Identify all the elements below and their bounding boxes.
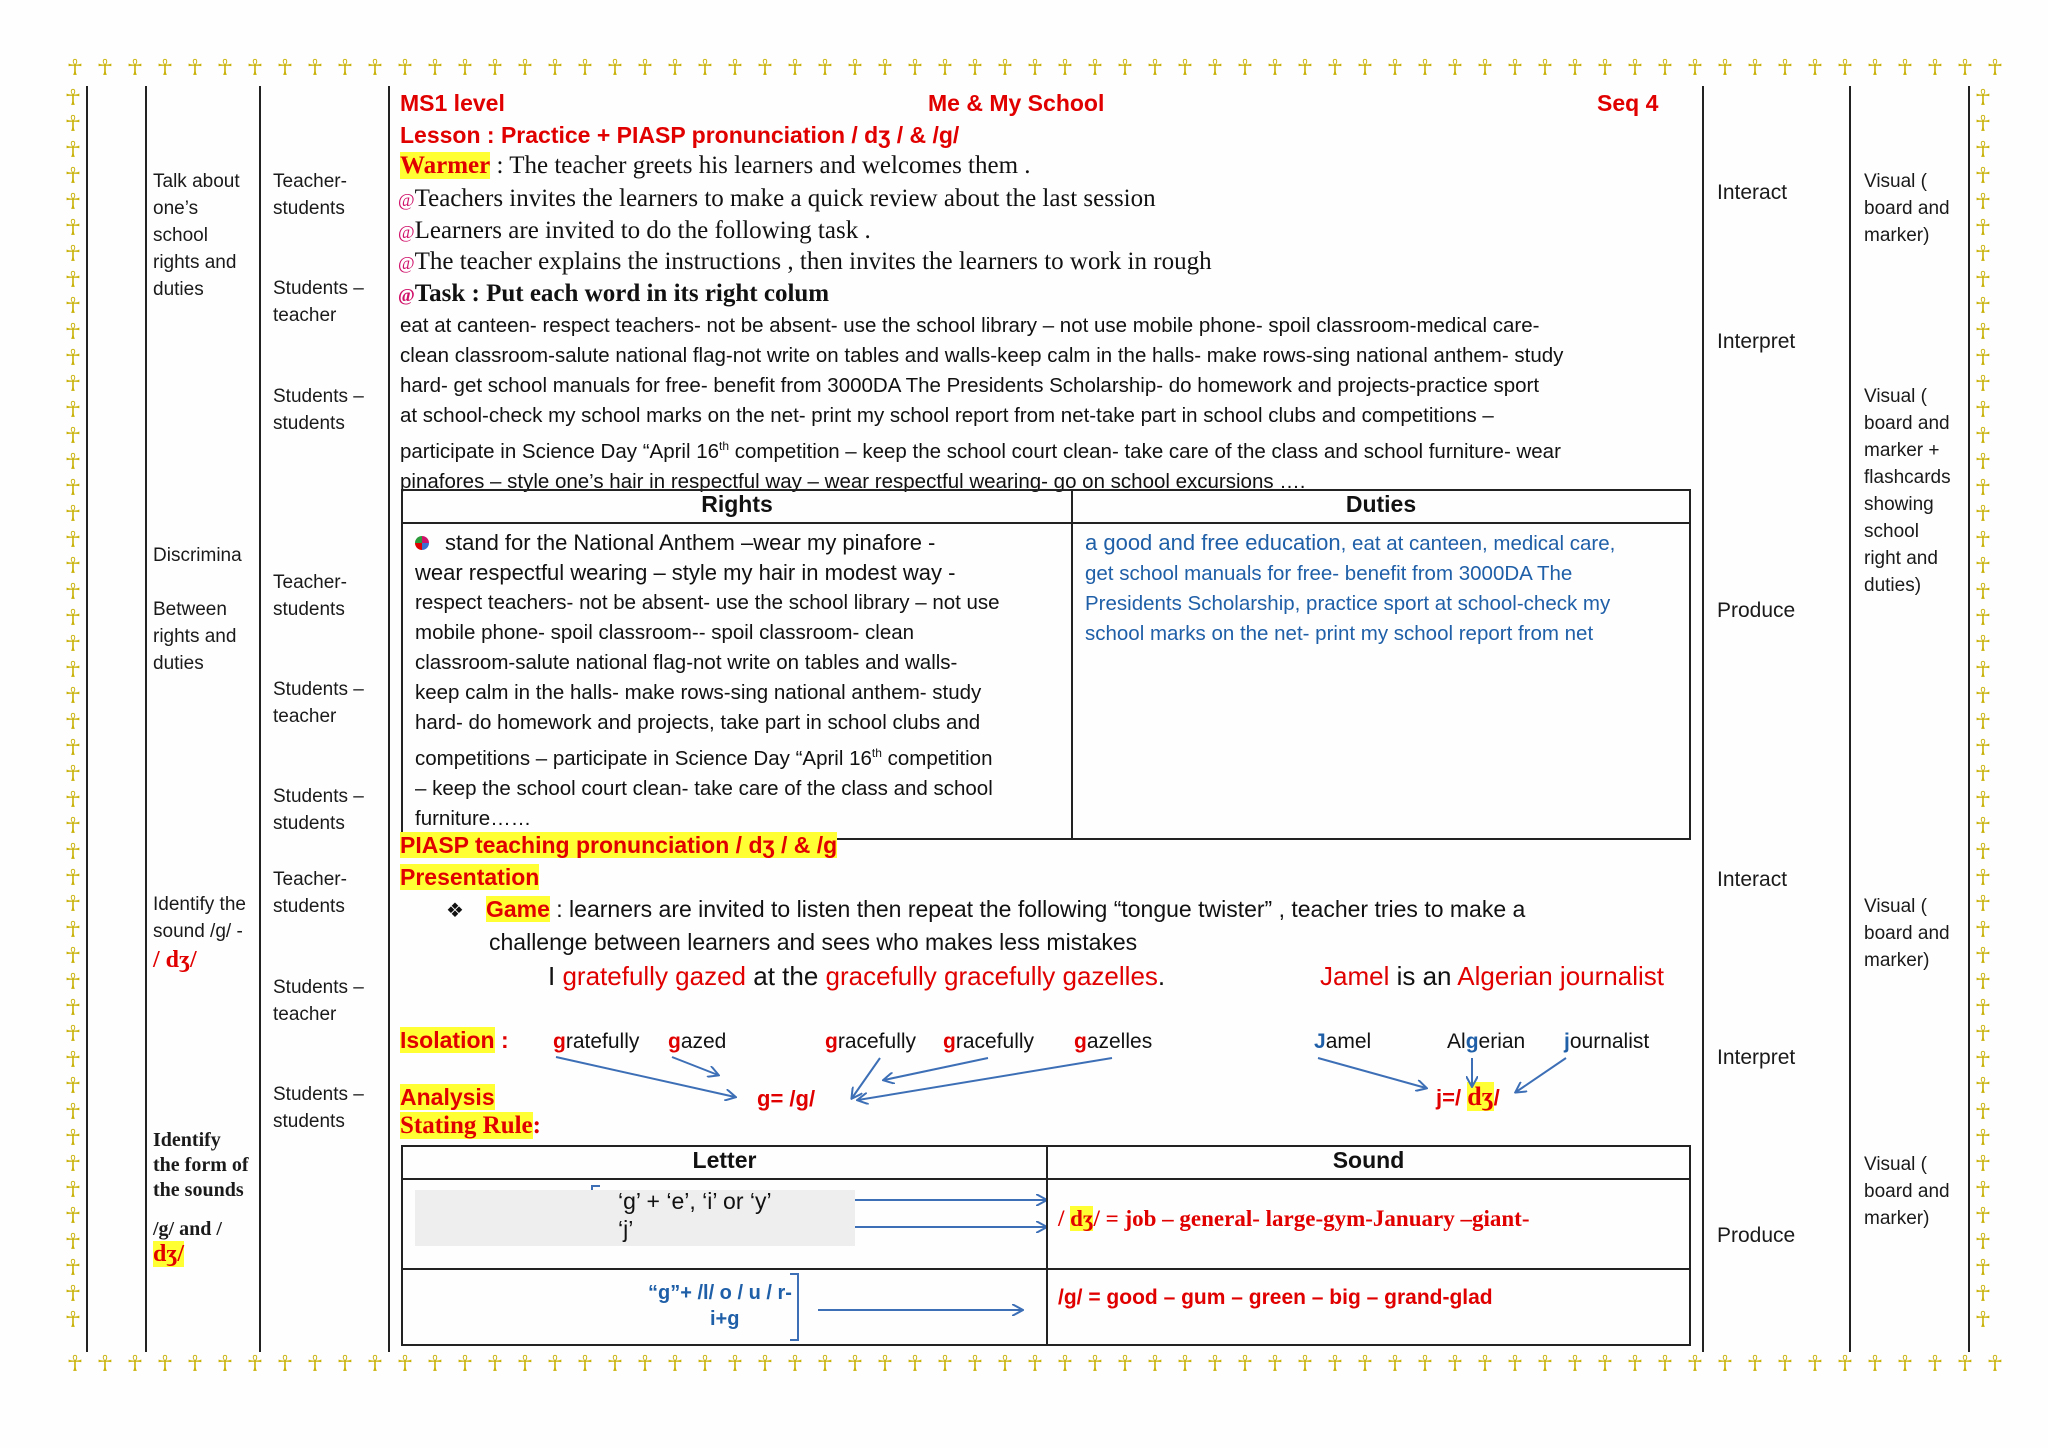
stick-figure-border-icon: ☥: [1836, 1352, 1854, 1377]
stick-figure-border-icon: ☥: [546, 56, 564, 81]
stick-figure-border-icon: ☥: [1974, 996, 1992, 1021]
stick-figure-border-icon: ☥: [1974, 1256, 1992, 1281]
stick-figure-border-icon: ☥: [1476, 56, 1494, 81]
stick-figure-border-icon: ☥: [1656, 56, 1674, 81]
stick-figure-border-icon: ☥: [426, 56, 444, 81]
stick-figure-border-icon: ☥: [1896, 56, 1914, 81]
stick-figure-border-icon: ☥: [456, 56, 474, 81]
stick-figure-border-icon: ☥: [1086, 56, 1104, 81]
materials-2: Visual ( board and marker + flashcards showing school right and duties): [1864, 386, 1951, 596]
stick-figure-border-icon: ☥: [1416, 56, 1434, 81]
stick-figure-border-icon: ☥: [1974, 1178, 1992, 1203]
stick-figure-border-icon: ☥: [64, 1256, 82, 1281]
stick-figure-border-icon: ☥: [1896, 1352, 1914, 1377]
stick-figure-border-icon: ☥: [64, 1178, 82, 1203]
stick-figure-border-icon: ☥: [1956, 56, 1974, 81]
stick-figure-border-icon: ☥: [606, 1352, 624, 1377]
stick-figure-border-icon: ☥: [64, 788, 82, 813]
stick-figure-border-icon: ☥: [1974, 1204, 1992, 1229]
diamond-bullet-icon: ❖: [446, 900, 464, 922]
warmer-line: Warmer : The teacher greets his learners and welcomes them .: [400, 152, 1031, 179]
task-heading: @Task : Put each word in its right colum: [398, 280, 830, 307]
stick-figure-border-icon: ☥: [1956, 1352, 1974, 1377]
duties-header: Duties: [1072, 490, 1690, 523]
stick-figure-border-icon: ☥: [64, 268, 82, 293]
stick-figure-border-icon: ☥: [1506, 56, 1524, 81]
stick-figure-border-icon: ☥: [486, 56, 504, 81]
isolation-label: Isolation :: [400, 1027, 509, 1053]
stick-figure-border-icon: ☥: [366, 56, 384, 81]
stick-figure-border-icon: ☥: [1716, 56, 1734, 81]
stick-figure-border-icon: ☥: [1206, 56, 1224, 81]
stick-figure-border-icon: ☥: [66, 56, 84, 81]
stick-figure-border-icon: ☥: [1974, 138, 1992, 163]
stick-figure-border-icon: ☥: [126, 56, 144, 81]
stick-figure-border-icon: ☥: [64, 814, 82, 839]
stick-figure-border-icon: ☥: [1836, 56, 1854, 81]
stick-figure-border-icon: ☥: [1566, 1352, 1584, 1377]
interaction-pattern: Teacher- students: [273, 572, 347, 620]
stick-figure-border-icon: ☥: [64, 1204, 82, 1229]
stick-figure-border-icon: ☥: [1176, 56, 1194, 81]
sound-row-2: /g/ = good – gum – green – big – grand-glad: [1047, 1269, 1690, 1345]
stick-figure-border-icon: ☥: [64, 294, 82, 319]
stick-figure-border-icon: ☥: [1326, 1352, 1344, 1377]
stick-figure-border-icon: ☥: [64, 554, 82, 579]
stick-figure-border-icon: ☥: [1974, 450, 1992, 475]
unit-title: Me & My School: [928, 90, 1105, 116]
letter-sound-table: [401, 1145, 1691, 1346]
stick-figure-border-icon: ☥: [216, 1352, 234, 1377]
stick-figure-border-icon: ☥: [64, 164, 82, 189]
stick-figure-border-icon: ☥: [786, 56, 804, 81]
stick-figure-border-icon: ☥: [64, 606, 82, 631]
analysis-label: Analysis: [400, 1084, 495, 1110]
stick-figure-border-icon: ☥: [1086, 1352, 1104, 1377]
stick-figure-border-icon: ☥: [64, 1074, 82, 1099]
lesson-title: Lesson : Practice + PIASP pronunciation / dʒ / & /g/: [400, 122, 960, 148]
stick-figure-border-icon: ☥: [64, 528, 82, 553]
stick-figure-border-icon: ☥: [1626, 56, 1644, 81]
tongue-twister-2: Jamel is an Algerian journalist: [1320, 961, 1664, 991]
stick-figure-border-icon: ☥: [64, 996, 82, 1021]
stick-figure-border-icon: ☥: [1974, 346, 1992, 371]
stick-figure-border-icon: ☥: [64, 710, 82, 735]
letter-header: Letter: [402, 1146, 1047, 1179]
stick-figure-border-icon: ☥: [246, 1352, 264, 1377]
stick-figure-border-icon: ☥: [1974, 528, 1992, 553]
stick-figure-border-icon: ☥: [1176, 1352, 1194, 1377]
stick-figure-border-icon: ☥: [64, 1126, 82, 1151]
stick-figure-border-icon: ☥: [846, 1352, 864, 1377]
stick-figure-border-icon: ☥: [636, 56, 654, 81]
stage-label: Interpret: [1717, 330, 1796, 353]
stick-figure-border-icon: ☥: [156, 1352, 174, 1377]
objective-3: Identify the sound /g/ - / dʒ/: [153, 894, 246, 973]
stick-figure-border-icon: ☥: [1116, 56, 1134, 81]
iso-word-gazelles: gazelles: [1074, 1030, 1153, 1053]
sound-row-1: / dʒ/ = job – general- large-gym-January –giant-: [1047, 1179, 1690, 1269]
stick-figure-border-icon: ☥: [336, 1352, 354, 1377]
iso-word-jamel: Jamel: [1314, 1030, 1372, 1053]
stage-label: Produce: [1717, 1224, 1796, 1247]
duties-cell: a good and free education, eat at canteen, medical care, get school manuals for free- benefit from 3000DA The Presidents Scholarship, practice sport at school-check my school marks on the net- print my school report from net: [1072, 523, 1690, 839]
interaction-pattern: Students – teacher: [273, 977, 364, 1025]
stick-figure-border-icon: ☥: [1974, 554, 1992, 579]
stick-figure-border-icon: ☥: [1116, 1352, 1134, 1377]
stick-figure-border-icon: ☥: [1806, 1352, 1824, 1377]
stick-figure-border-icon: ☥: [64, 1152, 82, 1177]
letter-row-2: “g”+ /l/ o / u / r- i+g: [402, 1269, 1047, 1345]
j-rule: j=/ dʒ/: [1436, 1082, 1500, 1111]
stick-figure-border-icon: ☥: [1476, 1352, 1494, 1377]
iso-word-gracefully: gracefully: [825, 1030, 917, 1053]
stick-figure-border-icon: ☥: [96, 56, 114, 81]
stick-figure-border-icon: ☥: [1986, 56, 2004, 81]
stick-figure-border-icon: ☥: [1656, 1352, 1674, 1377]
stick-figure-border-icon: ☥: [216, 56, 234, 81]
stick-figure-border-icon: ☥: [996, 56, 1014, 81]
stick-figure-border-icon: ☥: [1206, 1352, 1224, 1377]
stick-figure-border-icon: ☥: [1926, 1352, 1944, 1377]
stick-figure-border-icon: ☥: [1974, 866, 1992, 891]
stick-figure-border-icon: ☥: [576, 1352, 594, 1377]
stick-figure-border-icon: ☥: [64, 632, 82, 657]
stick-figure-border-icon: ☥: [516, 56, 534, 81]
stick-figure-border-icon: ☥: [1974, 112, 1992, 137]
stick-figure-border-icon: ☥: [936, 1352, 954, 1377]
warmer-step-2: @Learners are invited to do the following task .: [398, 217, 871, 244]
stick-figure-border-icon: ☥: [1806, 56, 1824, 81]
stick-figure-border-icon: ☥: [1776, 1352, 1794, 1377]
stick-figure-border-icon: ☥: [64, 138, 82, 163]
stick-figure-border-icon: ☥: [336, 56, 354, 81]
stick-figure-border-icon: ☥: [816, 1352, 834, 1377]
warmer-step-1: @Teachers invites the learners to make a quick review about the last session: [398, 185, 1156, 212]
iso-word-journalist: journalist: [1564, 1030, 1650, 1053]
stick-figure-border-icon: ☥: [64, 762, 82, 787]
stick-figure-border-icon: ☥: [96, 1352, 114, 1377]
stick-figure-border-icon: ☥: [1974, 164, 1992, 189]
stick-figure-border-icon: ☥: [456, 1352, 474, 1377]
stick-figure-border-icon: ☥: [1974, 1074, 1992, 1099]
stick-figure-border-icon: ☥: [1974, 606, 1992, 631]
game-instruction-2: challenge between learners and sees who makes less mistakes: [489, 929, 1138, 955]
stick-figure-border-icon: ☥: [1974, 788, 1992, 813]
stick-figure-border-icon: ☥: [1974, 294, 1992, 319]
stick-figure-border-icon: ☥: [64, 970, 82, 995]
stick-figure-border-icon: ☥: [1386, 56, 1404, 81]
stick-figure-border-icon: ☥: [1326, 56, 1344, 81]
stick-figure-border-icon: ☥: [966, 1352, 984, 1377]
stick-figure-border-icon: ☥: [1974, 216, 1992, 241]
stick-figure-border-icon: ☥: [906, 1352, 924, 1377]
stick-figure-border-icon: ☥: [1356, 56, 1374, 81]
stick-figure-border-icon: ☥: [1974, 918, 1992, 943]
stick-figure-border-icon: ☥: [516, 1352, 534, 1377]
at-sign-bullet-icon: @: [398, 190, 415, 210]
stick-figure-border-icon: ☥: [1236, 56, 1254, 81]
stick-figure-border-icon: ☥: [64, 1230, 82, 1255]
stick-figure-border-icon: ☥: [1686, 56, 1704, 81]
stick-figure-border-icon: ☥: [1296, 56, 1314, 81]
stick-figure-border-icon: ☥: [1974, 190, 1992, 215]
at-sign-bullet-icon: @: [398, 222, 415, 242]
stick-figure-border-icon: ☥: [1146, 56, 1164, 81]
stage-label: Produce: [1717, 599, 1796, 622]
stick-figure-border-icon: ☥: [306, 1352, 324, 1377]
stick-figure-border-icon: ☥: [1356, 1352, 1374, 1377]
interaction-pattern: Students – teacher: [273, 278, 364, 326]
presentation-label: Presentation: [400, 864, 540, 890]
stick-figure-border-icon: ☥: [1626, 1352, 1644, 1377]
stick-figure-border-icon: ☥: [786, 1352, 804, 1377]
stick-figure-border-icon: ☥: [1974, 1308, 1992, 1333]
stick-figure-border-icon: ☥: [636, 1352, 654, 1377]
stick-figure-border-icon: ☥: [1974, 1100, 1992, 1125]
stick-figure-border-icon: ☥: [276, 1352, 294, 1377]
piasp-title: PIASP teaching pronunciation / dʒ / & /g: [400, 832, 838, 858]
stick-figure-border-icon: ☥: [1974, 268, 1992, 293]
stick-figure-border-icon: ☥: [1974, 684, 1992, 709]
objective-1: Talk about one’s school rights and duties: [153, 171, 240, 300]
stick-figure-border-icon: ☥: [64, 398, 82, 423]
stick-figure-border-icon: ☥: [1986, 1352, 2004, 1377]
iso-word-gazed: gazed: [668, 1030, 727, 1053]
stick-figure-border-icon: ☥: [846, 56, 864, 81]
stick-figure-border-icon: ☥: [1974, 580, 1992, 605]
game-instruction: ❖ Game : learners are invited to listen then repeat the following “tongue twister” , teacher tries to make a: [446, 896, 1526, 922]
stick-figure-border-icon: ☥: [64, 580, 82, 605]
stick-figure-border-icon: ☥: [64, 190, 82, 215]
stick-figure-border-icon: ☥: [64, 476, 82, 501]
stick-figure-border-icon: ☥: [1686, 1352, 1704, 1377]
stage-label: Interact: [1717, 181, 1788, 204]
interaction-pattern: Students – teacher: [273, 679, 364, 727]
interaction-pattern: Teacher- students: [273, 171, 347, 219]
stick-figure-border-icon: ☥: [1566, 56, 1584, 81]
interaction-pattern: Students – students: [273, 386, 364, 434]
stick-figure-border-icon: ☥: [64, 1308, 82, 1333]
stick-figure-border-icon: ☥: [276, 56, 294, 81]
stick-figure-border-icon: ☥: [876, 56, 894, 81]
at-sign-bullet-icon: @: [398, 253, 415, 273]
stick-figure-border-icon: ☥: [1866, 1352, 1884, 1377]
stick-figure-border-icon: ☥: [1296, 1352, 1314, 1377]
stick-figure-border-icon: ☥: [64, 840, 82, 865]
stick-figure-border-icon: ☥: [426, 1352, 444, 1377]
stick-figure-border-icon: ☥: [1386, 1352, 1404, 1377]
stick-figure-border-icon: ☥: [876, 1352, 894, 1377]
stick-figure-border-icon: ☥: [1974, 1022, 1992, 1047]
interaction-pattern: Teacher- students: [273, 869, 347, 917]
stick-figure-border-icon: ☥: [996, 1352, 1014, 1377]
stick-figure-border-icon: ☥: [1974, 1152, 1992, 1177]
stick-figure-border-icon: ☥: [306, 56, 324, 81]
stick-figure-border-icon: ☥: [1974, 762, 1992, 787]
stick-figure-border-icon: ☥: [1926, 56, 1944, 81]
stick-figure-border-icon: ☥: [1056, 1352, 1074, 1377]
stick-figure-border-icon: ☥: [1974, 424, 1992, 449]
stick-figure-border-icon: ☥: [64, 346, 82, 371]
stick-figure-border-icon: ☥: [1236, 1352, 1254, 1377]
stick-figure-border-icon: ☥: [906, 56, 924, 81]
stick-figure-border-icon: ☥: [1974, 242, 1992, 267]
objective-2: Discrimina Between rights and duties: [153, 545, 242, 674]
stick-figure-border-icon: ☥: [1746, 56, 1764, 81]
rights-header: Rights: [402, 490, 1072, 523]
stick-figure-border-icon: ☥: [1536, 1352, 1554, 1377]
stick-figure-border-icon: ☥: [1446, 1352, 1464, 1377]
stick-figure-border-icon: ☥: [1974, 1282, 1992, 1307]
stick-figure-border-icon: ☥: [64, 372, 82, 397]
stick-figure-border-icon: ☥: [64, 1282, 82, 1307]
stick-figure-border-icon: ☥: [936, 56, 954, 81]
stick-figure-border-icon: ☥: [1596, 56, 1614, 81]
stick-figure-border-icon: ☥: [366, 1352, 384, 1377]
stick-figure-border-icon: ☥: [1974, 892, 1992, 917]
stick-figure-border-icon: ☥: [64, 112, 82, 137]
warmer-step-3: @The teacher explains the instructions , then invites the learners to work in rough: [398, 248, 1212, 275]
objective-4: Identify the form of the sounds /g/ and / dʒ/: [153, 1129, 249, 1267]
stick-figure-border-icon: ☥: [1974, 970, 1992, 995]
stick-figure-border-icon: ☥: [64, 242, 82, 267]
stick-figure-border-icon: ☥: [1974, 814, 1992, 839]
stick-figure-border-icon: ☥: [1974, 1230, 1992, 1255]
stick-figure-border-icon: ☥: [666, 56, 684, 81]
stick-figure-border-icon: ☥: [1974, 840, 1992, 865]
stick-figure-border-icon: ☥: [1974, 502, 1992, 527]
sound-header: Sound: [1047, 1146, 1690, 1179]
stick-figure-border-icon: ☥: [1266, 1352, 1284, 1377]
stick-figure-border-icon: ☥: [396, 1352, 414, 1377]
stick-figure-border-icon: ☥: [1974, 86, 1992, 111]
stick-figure-border-icon: ☥: [64, 424, 82, 449]
materials-3: Visual ( board and marker): [1864, 896, 1950, 971]
stick-figure-border-icon: ☥: [64, 86, 82, 111]
stick-figure-border-icon: ☥: [696, 56, 714, 81]
stick-figure-border-icon: ☥: [396, 56, 414, 81]
stick-figure-border-icon: ☥: [64, 216, 82, 241]
materials-1: Visual ( board and marker): [1864, 171, 1950, 246]
stick-figure-border-icon: ☥: [726, 1352, 744, 1377]
stick-figure-border-icon: ☥: [1746, 1352, 1764, 1377]
stick-figure-border-icon: ☥: [246, 56, 264, 81]
stick-figure-border-icon: ☥: [186, 56, 204, 81]
stick-figure-border-icon: ☥: [1056, 56, 1074, 81]
stick-figure-border-icon: ☥: [1974, 476, 1992, 501]
stick-figure-border-icon: ☥: [666, 1352, 684, 1377]
stick-figure-border-icon: ☥: [64, 1100, 82, 1125]
rights-cell: stand for the National Anthem –wear my pinafore - wear respectful wearing – style my hair in modest way - respect teachers- not be absent- use the school library – not use mobile phone- spoil classroom-- spoil classroom- clean classroom-salute national flag-not write on tables and walls- keep calm in the halls- make rows-sing national anthem- study hard- do homework and projects, take part in school clubs and competitions – participate in Science Day “April 16th competition – keep the school court clean- take care of the class and school furniture……: [402, 523, 1072, 839]
stick-figure-border-icon: ☥: [1776, 56, 1794, 81]
stick-figure-border-icon: ☥: [1974, 736, 1992, 761]
iso-word-gracefully-2: gracefully: [943, 1030, 1035, 1053]
stick-figure-border-icon: ☥: [156, 56, 174, 81]
stick-figure-border-icon: ☥: [64, 658, 82, 683]
stick-figure-border-icon: ☥: [64, 684, 82, 709]
iso-word-algerian: Algerian: [1447, 1030, 1526, 1053]
stick-figure-border-icon: ☥: [1026, 56, 1044, 81]
stick-figure-border-icon: ☥: [64, 918, 82, 943]
stick-figure-border-icon: ☥: [816, 56, 834, 81]
stick-figure-border-icon: ☥: [576, 56, 594, 81]
stick-figure-border-icon: ☥: [1416, 1352, 1434, 1377]
stick-figure-border-icon: ☥: [756, 1352, 774, 1377]
stick-figure-border-icon: ☥: [64, 892, 82, 917]
interaction-pattern: Students – students: [273, 1084, 364, 1132]
stick-figure-border-icon: ☥: [1974, 1048, 1992, 1073]
stick-figure-border-icon: ☥: [1974, 658, 1992, 683]
stick-figure-border-icon: ☥: [546, 1352, 564, 1377]
stick-figure-border-icon: ☥: [186, 1352, 204, 1377]
stick-figure-border-icon: ☥: [1536, 56, 1554, 81]
stick-figure-border-icon: ☥: [64, 736, 82, 761]
at-sign-bullet-icon: @: [398, 285, 415, 305]
stick-figure-border-icon: ☥: [64, 866, 82, 891]
g-rule: g= /g/: [757, 1086, 816, 1111]
letter-row-1: ‘g’ + ‘e’, ‘i’ or ‘y’ ‘j’: [402, 1179, 1047, 1269]
stick-figure-border-icon: ☥: [1974, 372, 1992, 397]
stick-figure-border-icon: ☥: [1974, 710, 1992, 735]
stick-figure-border-icon: ☥: [1866, 56, 1884, 81]
stick-figure-border-icon: ☥: [966, 56, 984, 81]
stick-figure-border-icon: ☥: [64, 502, 82, 527]
stick-figure-border-icon: ☥: [756, 56, 774, 81]
task-word-list: eat at canteen- respect teachers- not be absent- use the school library – not use mobile phone- spoil classroom-medical care- clean classroom-salute national flag-not write on tables and walls-keep calm in the halls- make rows-sing national anthem- study hard- get school manuals for free- benefit from 3000DA The Presidents Scholarship- do homework and projects-practice sport at school-check my school marks on the net- print my school report from net-take part in school clubs and competitions – participate in Science Day “April 16th competition – keep the school court clean- take care of the class and school furniture- wear pinafores – style one’s hair in respectful way – wear respectful wearing- go on school excursions ….: [400, 314, 1564, 493]
stating-rule-label: Stating Rule:: [400, 1112, 541, 1139]
tongue-twister-1: I gratefully gazed at the gracefully gracefully gazelles.: [548, 961, 1166, 991]
iso-word-gratefully: gratefully: [553, 1030, 640, 1053]
stick-figure-border-icon: ☥: [1146, 1352, 1164, 1377]
stick-figure-border-icon: ☥: [1266, 56, 1284, 81]
level-label: MS1 level: [400, 90, 505, 116]
stick-figure-border-icon: ☥: [1446, 56, 1464, 81]
stick-figure-border-icon: ☥: [1974, 944, 1992, 969]
stick-figure-border-icon: ☥: [1974, 1126, 1992, 1151]
stick-figure-border-icon: ☥: [1596, 1352, 1614, 1377]
stick-figure-border-icon: ☥: [126, 1352, 144, 1377]
stick-figure-border-icon: ☥: [726, 56, 744, 81]
stick-figure-border-icon: ☥: [1974, 632, 1992, 657]
stage-label: Interpret: [1717, 1046, 1796, 1069]
interaction-pattern: Students – students: [273, 786, 364, 834]
stick-figure-border-icon: ☥: [1716, 1352, 1734, 1377]
stick-figure-border-icon: ☥: [1506, 1352, 1524, 1377]
stick-figure-border-icon: ☥: [1974, 320, 1992, 345]
stick-figure-border-icon: ☥: [696, 1352, 714, 1377]
stage-label: Interact: [1717, 868, 1788, 891]
stick-figure-border-icon: ☥: [64, 450, 82, 475]
stick-figure-border-icon: ☥: [66, 1352, 84, 1377]
stick-figure-border-icon: ☥: [1026, 1352, 1044, 1377]
stick-figure-border-icon: ☥: [64, 1022, 82, 1047]
sequence-label: Seq 4: [1597, 90, 1659, 116]
stick-figure-border-icon: ☥: [486, 1352, 504, 1377]
stick-figure-border-icon: ☥: [64, 320, 82, 345]
stick-figure-border-icon: ☥: [64, 944, 82, 969]
stick-figure-border-icon: ☥: [1974, 398, 1992, 423]
stick-figure-border-icon: ☥: [606, 56, 624, 81]
materials-4: Visual ( board and marker): [1864, 1154, 1950, 1229]
stick-figure-border-icon: ☥: [64, 1048, 82, 1073]
